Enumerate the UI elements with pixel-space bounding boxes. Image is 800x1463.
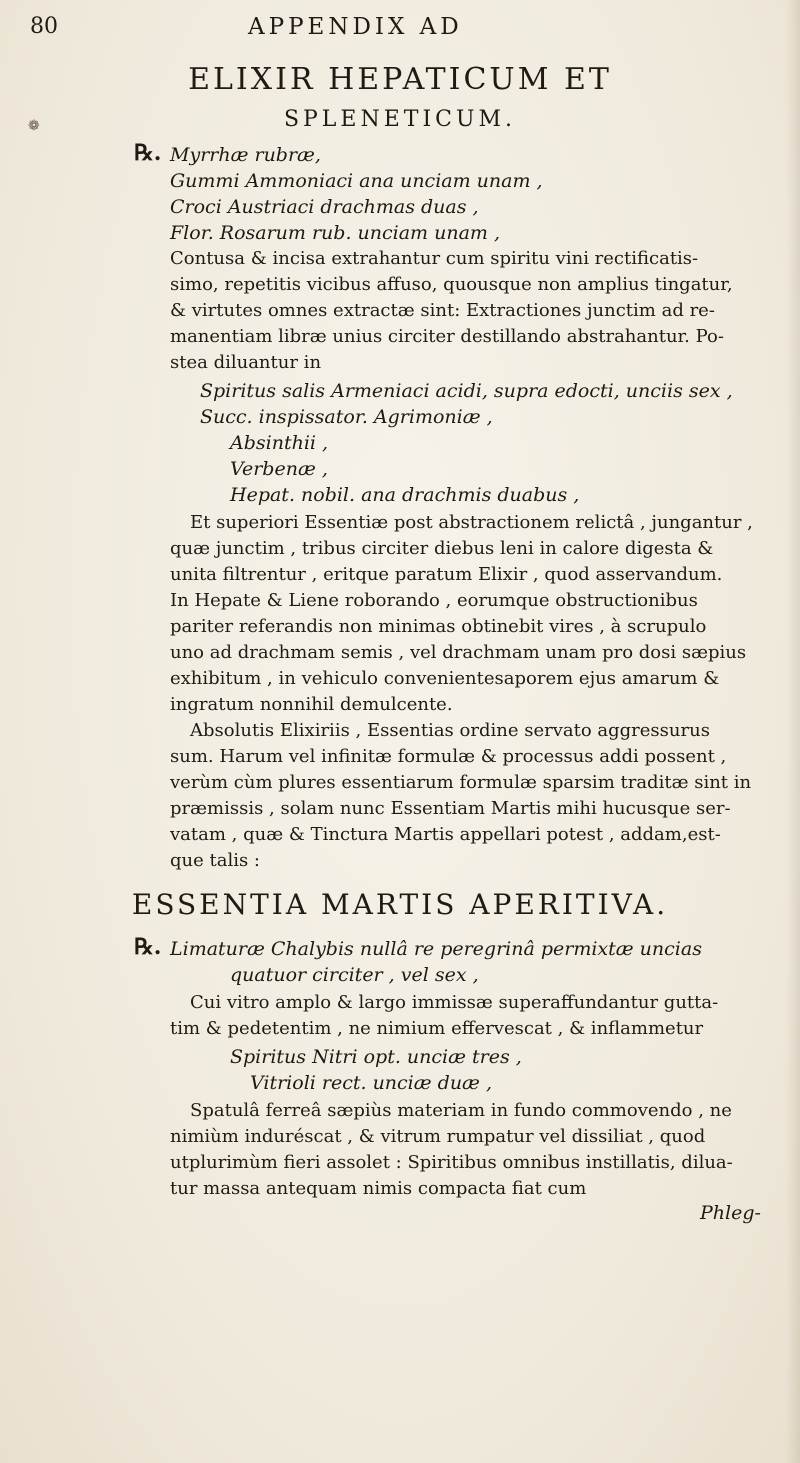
text-line: In Hepate & Liene roborando , eorumque obstructionibus (170, 590, 698, 611)
recipe-ingredient: Flor. Rosarum rub. unciam unam , (170, 222, 501, 244)
ingredient-line: Verbenæ , (230, 458, 328, 480)
text-line: utplurimùm fieri assolet : Spiritibus omnibus instillatis, dilua- (170, 1152, 733, 1173)
title-line-1: ELIXIR HEPATICUM ET (188, 62, 612, 97)
text-line: que talis : (170, 850, 260, 871)
recipe-ingredient: Croci Austriaci drachmas duas , (170, 196, 479, 218)
text-line: stea diluantur in (170, 352, 322, 373)
text-line: uno ad drachmam semis , vel drachmam unam pro dosi sæpius (170, 642, 747, 663)
catchword: Phleg- (700, 1202, 761, 1224)
ingredient-line: Spiritus salis Armeniaci acidi, supra edocti, unciis sex , (200, 380, 733, 402)
title-line-2: SPLENETICUM. (283, 107, 517, 132)
ingredient-line: Hepat. nobil. ana drachmis duabus , (230, 484, 580, 506)
page-header (30, 14, 730, 50)
recipe-symbol: ℞. (134, 140, 162, 166)
text-line: nimiùm induréscat , & vitrum rumpatur vel dissiliat , quod (170, 1126, 706, 1147)
text-line: tur massa antequam nimis compacta fiat cum (170, 1178, 587, 1199)
page-edge (786, 0, 800, 1463)
recipe-ingredient: Limaturæ Chalybis nullâ re peregrinâ permixtæ uncias (170, 938, 702, 960)
text-line: sum. Harum vel infinitæ formulæ & processus addi possent , (170, 746, 727, 767)
text-line: simo, repetitis vicibus affuso, quousque non amplius tingatur, (170, 274, 733, 295)
text-line: pariter referandis non minimas obtinebit vires , à scrupulo (170, 616, 707, 637)
text-line: & virtutes omnes extractæ sint: Extractiones junctim ad re- (170, 300, 715, 321)
ingredient-line: Absinthii , (230, 432, 329, 454)
text-line: Spatulâ ferreâ sæpiùs materiam in fundo commovendo , ne (190, 1100, 732, 1121)
page-number: 80 (30, 14, 58, 39)
recipe-ingredient: Gummi Ammoniaci ana unciam unam , (170, 170, 543, 192)
recipe-symbol: ℞. (134, 934, 162, 960)
running-head: APPENDIX AD (248, 14, 463, 40)
text-line: verùm cùm plures essentiarum formulæ sparsim traditæ sint in (170, 772, 752, 793)
text-line: unita filtrentur , eritque paratum Elixir , quod asservandum. (170, 564, 723, 585)
text-line: exhibitum , in vehiculo convenientesaporem ejus amarum & (170, 668, 720, 689)
text-line: quæ junctim , tribus circiter diebus leni in calore digesta & (170, 538, 714, 559)
text-line: Contusa & incisa extrahantur cum spiritu vini rectificatis- (170, 248, 699, 269)
text-line: Cui vitro amplo & largo immissæ superaffundantur gutta- (190, 992, 719, 1013)
recipe-ingredient: Myrrhæ rubræ, (170, 144, 321, 166)
recipe-ingredient: quatuor circiter , vel sex , (230, 964, 479, 986)
text-line: Et superiori Essentiæ post abstractionem relictâ , jungantur , (190, 512, 753, 533)
text-line: ingratum nonnihil demulcente. (170, 694, 453, 715)
text-line: tim & pedetentim , ne nimium effervescat , & inflammetur (170, 1018, 704, 1039)
ingredient-line: Vitrioli rect. unciæ duæ , (250, 1072, 492, 1094)
ingredient-line: Succ. inspissator. Agrimoniæ , (200, 406, 493, 428)
text-line: vatam , quæ & Tinctura Martis appellari potest , addam,est- (170, 824, 721, 845)
ink-spot-icon: ❁ (28, 118, 40, 134)
text-line: præmissis , solam nunc Essentiam Martis mihi hucusque ser- (170, 798, 731, 819)
text-line: Absolutis Elixiriis , Essentias ordine servato aggressurus (190, 720, 710, 741)
section-heading: ESSENTIA MARTIS APERITIVA. (131, 888, 669, 921)
text-line: manentiam libræ unius circiter destillando abstrahantur. Po- (170, 326, 724, 347)
ingredient-line: Spiritus Nitri opt. unciæ tres , (230, 1046, 522, 1068)
